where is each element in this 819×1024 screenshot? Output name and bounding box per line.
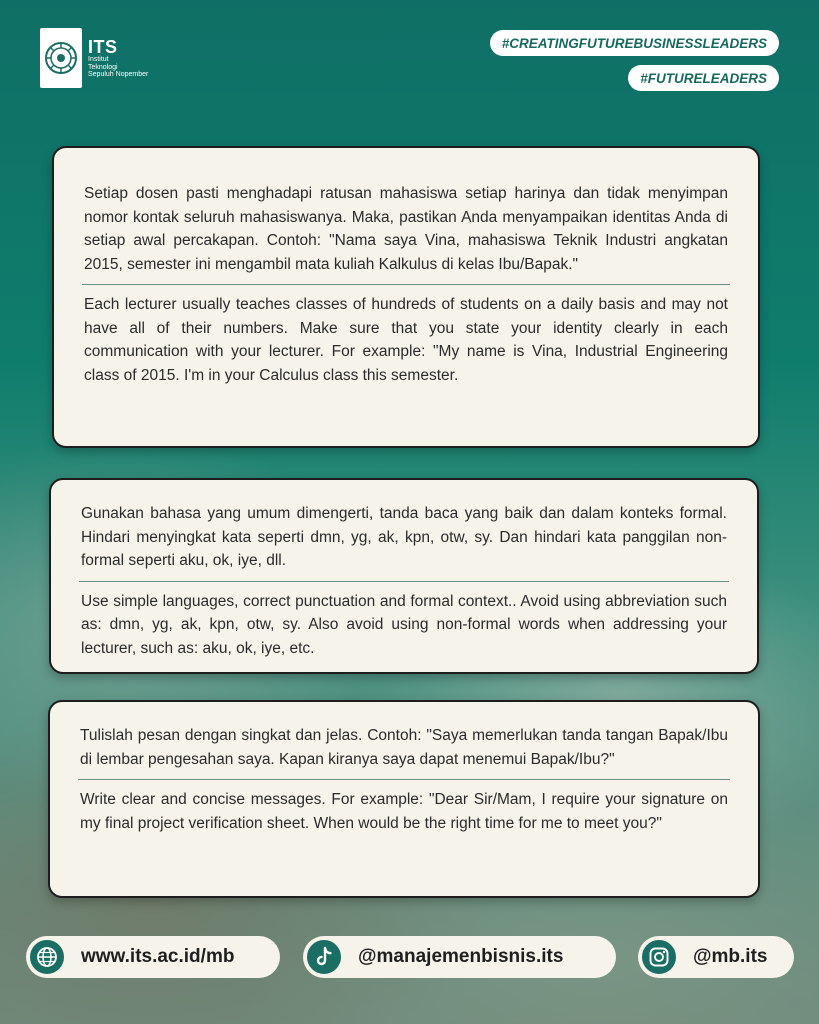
tip-text-indonesian: Tulislah pesan dengan singkat dan jelas. Contoh: "Saya memerlukan tanda tangan Bapak/Ibu di lembar pengesahan saya. Kapan kiranya saya dapat menemui Bapak/Ibu?" [80, 727, 728, 768]
tiktok-label: @manajemenbisnis.its [358, 946, 564, 967]
tip-text-english: Each lecturer usually teaches classes of hundreds of students on a daily basis and may not have all of their numbers. Make sure that you state your identity clearly in each communication with your lecturer. For example: "My name is Vina, Industrial Engineering class of 2015. I'm in your Calculus class this semester. [84, 296, 728, 384]
tip-card-concise [48, 700, 760, 898]
tip-text-english: Use simple languages, correct punctuation and formal context.. Avoid using abbreviation such as: dmn, yg, ak, kpn, otw, sy. Also avoid using non-formal words when addressing your lecturer, such as: aku, ok, iye, etc. [81, 592, 727, 657]
tip-text-english: Write clear and concise messages. For example: "Dear Sir/Mam, I require your signature on my final project verification sheet. When would be the right time for me to meet you?" [80, 791, 728, 832]
divider [82, 284, 730, 285]
instagram-label: @mb.its [693, 946, 768, 967]
website-link[interactable] [26, 936, 280, 978]
its-emblem-icon [40, 28, 82, 88]
tip-card-language [49, 478, 759, 674]
website-label: www.its.ac.id/mb [81, 946, 235, 967]
globe-icon [27, 937, 67, 977]
logo-subtitle-line: Teknologi [88, 63, 118, 71]
hashtag-future-leaders: #FUTURELEADERS [628, 65, 779, 91]
tip-card-identity [52, 146, 760, 448]
tiktok-link[interactable] [303, 936, 616, 978]
tiktok-icon [304, 937, 344, 977]
logo-subtitle-line: Sepuluh Nopember [88, 71, 149, 79]
tip-text-indonesian: Gunakan bahasa yang umum dimengerti, tanda baca yang baik dan dalam konteks formal. Hindari menyingkat kata seperti dmn, yg, ak, kpn, otw, sy. Dan hindari kata panggilan non-formal seperti aku, ok, iye, dll. [81, 505, 727, 569]
its-logo [40, 28, 160, 88]
instagram-icon [639, 937, 679, 977]
logo-text [88, 38, 148, 79]
logo-subtitle-line: Institut [88, 56, 109, 64]
divider [79, 581, 729, 582]
instagram-link[interactable] [638, 936, 794, 978]
divider [78, 779, 730, 780]
hashtag-creating-future-business-leaders: #CREATINGFUTUREBUSINESSLEADERS [490, 30, 779, 56]
logo-name: ITS [88, 36, 118, 57]
tip-text-indonesian: Setiap dosen pasti menghadapi ratusan mahasiswa setiap harinya dan tidak menyimpan nomor kontak seluruh mahasiswanya. Maka, pastikan Anda menyampaikan identitas Anda di setiap awal percakapan. Contoh: "Nama saya Vina, mahasiswa Teknik Industri angkatan 2015, semester ini mengambil mata kuliah Kalkulus di kelas Ibu/Bapak." [84, 185, 728, 273]
